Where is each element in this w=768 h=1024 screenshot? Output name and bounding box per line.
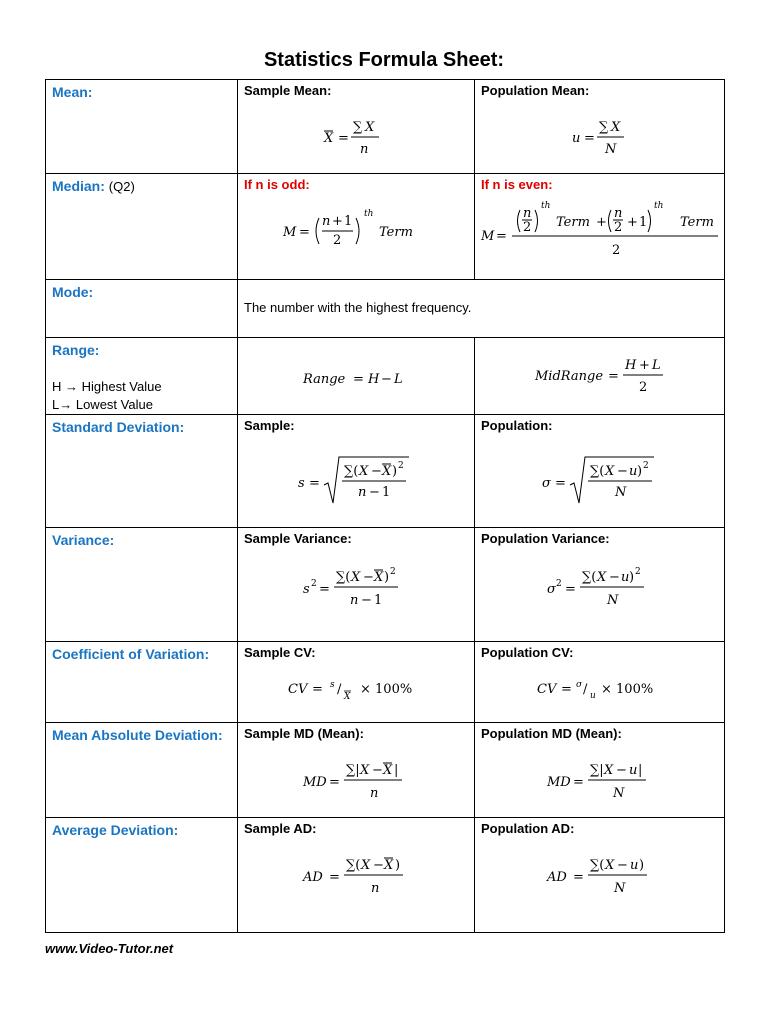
- row-mean: [46, 80, 725, 174]
- svg-text:−: −: [381, 372, 392, 387]
- svg-text:=: =: [329, 870, 340, 885]
- svg-text:X: X: [324, 131, 334, 146]
- svg-text:=: =: [319, 582, 330, 597]
- svg-text:X: X: [604, 858, 614, 873]
- ad-label-cell: [46, 818, 238, 933]
- svg-text:n: n: [522, 206, 531, 221]
- svg-text:+: +: [626, 215, 638, 230]
- svg-text:|: |: [394, 763, 399, 778]
- formula-table: [45, 79, 725, 933]
- svg-text:N: N: [612, 786, 624, 801]
- svg-text:2: 2: [398, 461, 404, 471]
- svg-text:−: −: [608, 570, 620, 585]
- website-footer: www.Video-Tutor.net: [45, 941, 174, 956]
- svg-text:∑(: ∑(: [336, 570, 351, 585]
- svg-text:CV: CV: [288, 682, 308, 697]
- sample-std-heading: Sample:: [244, 418, 295, 433]
- svg-text:): ): [638, 858, 644, 873]
- population-cv-heading: Population CV:: [481, 645, 574, 660]
- svg-text:∑|: ∑|: [589, 763, 604, 778]
- svg-text:): ): [384, 570, 390, 585]
- sample-mad-cell: [238, 723, 475, 818]
- svg-text:=: =: [495, 229, 507, 244]
- svg-text:+: +: [332, 214, 343, 229]
- population-variance-heading: Population Variance:: [481, 531, 610, 546]
- svg-text:|: |: [637, 763, 642, 778]
- sample-mad-formula: [238, 759, 474, 808]
- svg-text:u: u: [628, 763, 637, 778]
- population-ad-formula: [475, 854, 724, 903]
- svg-text:n: n: [360, 142, 369, 157]
- svg-text:∑: ∑: [598, 120, 608, 135]
- median-even-heading: If n is even:: [481, 177, 553, 192]
- svg-text:th: th: [364, 209, 374, 219]
- median-label-text: Median:: [52, 178, 105, 194]
- row-mean-absolute-deviation: [46, 723, 725, 818]
- svg-text:u: u: [628, 464, 637, 479]
- svg-text:=: =: [353, 372, 364, 387]
- row-range: [46, 338, 725, 415]
- median-odd-heading: If n is odd:: [244, 177, 310, 192]
- sample-mean-formula: [238, 116, 474, 163]
- svg-text:MidRange: MidRange: [534, 369, 603, 384]
- variance-label: Variance:: [52, 532, 115, 548]
- sample-std-cell: [238, 415, 475, 528]
- svg-text:2: 2: [522, 220, 531, 235]
- svg-text:u: u: [589, 691, 596, 701]
- population-std-heading: Population:: [481, 418, 553, 433]
- svg-text:MD: MD: [303, 775, 327, 790]
- page-title: Statistics Formula Sheet:: [263, 49, 505, 71]
- svg-text:∑(: ∑(: [344, 464, 359, 479]
- svg-text:1: 1: [382, 485, 391, 500]
- svg-text:n: n: [613, 206, 622, 221]
- svg-text:2: 2: [311, 579, 317, 589]
- median-label: [46, 174, 237, 197]
- svg-text:∑(: ∑(: [589, 858, 604, 873]
- row-mode: [46, 280, 725, 338]
- median-note: (Q2): [108, 179, 135, 194]
- svg-text:s: s: [298, 476, 305, 491]
- svg-text:2: 2: [634, 567, 641, 577]
- svg-text:X: X: [610, 120, 620, 135]
- svg-text:u: u: [629, 858, 638, 873]
- svg-text:MD: MD: [546, 775, 571, 790]
- svg-text:2: 2: [333, 233, 342, 248]
- ad-label: Average Deviation:: [52, 822, 179, 838]
- svg-text:n: n: [350, 593, 359, 608]
- std-label-cell: [46, 415, 238, 528]
- svg-text:H: H: [624, 358, 636, 373]
- mode-label: Mode:: [52, 284, 94, 300]
- svg-text:σ: σ: [546, 582, 556, 597]
- svg-text:N: N: [606, 593, 618, 608]
- population-mad-cell: [475, 723, 725, 818]
- svg-text:=: =: [309, 476, 320, 491]
- population-variance-formula: [475, 566, 724, 615]
- svg-text:AD: AD: [546, 870, 567, 885]
- row-variance: [46, 528, 725, 642]
- svg-text:Term: Term: [555, 215, 590, 230]
- std-label: Standard Deviation:: [52, 419, 185, 435]
- svg-text:∑|: ∑|: [346, 763, 360, 778]
- mode-description: The number with the highest frequency.: [244, 300, 472, 315]
- svg-text:X: X: [383, 763, 393, 778]
- svg-text:2: 2: [613, 220, 622, 235]
- svg-text:X: X: [351, 570, 361, 585]
- svg-text:=: =: [299, 225, 310, 240]
- svg-text:∑(: ∑(: [581, 570, 596, 585]
- svg-text:1: 1: [344, 214, 353, 229]
- range-formula-cell: [238, 338, 475, 415]
- svg-text:× 100%: × 100%: [360, 682, 413, 697]
- svg-text:σ: σ: [575, 680, 582, 690]
- median-even-cell: [475, 174, 725, 280]
- svg-text:X: X: [359, 464, 369, 479]
- population-variance-cell: [475, 528, 725, 642]
- svg-text:u: u: [620, 570, 629, 585]
- svg-text:−: −: [373, 858, 384, 873]
- svg-text:∑(: ∑(: [346, 858, 361, 873]
- population-std-formula: [475, 451, 724, 512]
- svg-text:u: u: [571, 131, 580, 146]
- svg-text:H: H: [368, 372, 380, 387]
- population-cv-formula: [475, 676, 724, 707]
- svg-text:× 100%: × 100%: [600, 682, 653, 697]
- population-mean-heading: Population Mean:: [481, 83, 590, 98]
- mean-label-cell: [46, 80, 238, 174]
- svg-text:Range: Range: [303, 372, 346, 387]
- svg-text:X: X: [382, 464, 392, 479]
- sample-mad-heading: Sample MD (Mean):: [244, 726, 364, 741]
- svg-text:X: X: [596, 570, 606, 585]
- svg-text:∑(: ∑(: [589, 464, 604, 479]
- svg-text:L: L: [394, 372, 403, 387]
- svg-text:1: 1: [374, 593, 383, 608]
- svg-text:N: N: [604, 142, 616, 157]
- sample-cv-formula: [238, 676, 474, 707]
- svg-text:=: =: [312, 682, 323, 697]
- svg-text:M: M: [283, 225, 297, 240]
- sample-ad-formula: [238, 854, 474, 903]
- median-odd-cell: [238, 174, 475, 280]
- svg-text:X: X: [360, 763, 370, 778]
- svg-text:X: X: [384, 858, 394, 873]
- svg-text:−: −: [372, 763, 383, 778]
- svg-text:2: 2: [611, 243, 620, 258]
- mode-description-cell: [238, 280, 725, 338]
- population-std-cell: [475, 415, 725, 528]
- range-formula: [238, 368, 474, 391]
- svg-text:M: M: [480, 229, 494, 244]
- svg-text:+: +: [638, 358, 650, 373]
- svg-text:=: =: [560, 682, 572, 697]
- svg-text:n: n: [370, 786, 379, 801]
- svg-text:=: =: [554, 476, 566, 491]
- svg-text:−: −: [369, 485, 380, 500]
- svg-text:X: X: [374, 570, 384, 585]
- svg-text:): ): [628, 570, 634, 585]
- svg-text:N: N: [614, 485, 626, 500]
- svg-text:+: +: [595, 215, 607, 230]
- svg-text:=: =: [338, 131, 349, 146]
- sample-cv-heading: Sample CV:: [244, 645, 316, 660]
- svg-text:−: −: [616, 464, 628, 479]
- svg-text:−: −: [371, 464, 382, 479]
- sample-mean-cell: [238, 80, 475, 174]
- svg-text:=: =: [572, 775, 584, 790]
- median-even-formula: [475, 196, 724, 265]
- svg-text:th: th: [653, 201, 663, 211]
- sample-ad-cell: [238, 818, 475, 933]
- svg-text:s: s: [330, 680, 335, 690]
- svg-text:=: =: [583, 131, 595, 146]
- sample-cv-cell: [238, 642, 475, 723]
- svg-text:σ: σ: [541, 476, 551, 491]
- row-coefficient-of-variation: [46, 642, 725, 723]
- svg-text:n: n: [371, 881, 380, 896]
- svg-text:Term: Term: [379, 225, 413, 240]
- sample-variance-formula: [238, 566, 474, 615]
- svg-text:th: th: [540, 201, 550, 211]
- svg-text:Term: Term: [679, 215, 714, 230]
- sample-variance-heading: Sample Variance:: [244, 531, 352, 546]
- mean-label: Mean:: [52, 84, 93, 100]
- population-ad-heading: Population AD:: [481, 821, 575, 836]
- variance-label-cell: [46, 528, 238, 642]
- svg-text:AD: AD: [303, 870, 323, 885]
- range-label-cell: [46, 338, 238, 415]
- svg-text:X: X: [344, 692, 351, 702]
- svg-text:): ): [636, 464, 642, 479]
- svg-text:2: 2: [642, 461, 649, 471]
- population-mean-cell: [475, 80, 725, 174]
- svg-text:=: =: [607, 369, 619, 384]
- svg-text:/: /: [582, 682, 587, 697]
- svg-text:X: X: [603, 763, 613, 778]
- mad-label-cell: [46, 723, 238, 818]
- population-cv-cell: [475, 642, 725, 723]
- svg-text:n: n: [358, 485, 367, 500]
- median-odd-formula: [238, 204, 474, 259]
- svg-text:n: n: [322, 214, 331, 229]
- svg-text:CV: CV: [536, 682, 556, 697]
- svg-text:−: −: [616, 858, 628, 873]
- median-label-cell: [46, 174, 238, 280]
- svg-text:N: N: [613, 881, 625, 896]
- svg-text:=: =: [329, 775, 340, 790]
- population-mad-formula: [475, 759, 724, 808]
- svg-text:X: X: [604, 464, 614, 479]
- svg-text:2: 2: [555, 579, 562, 589]
- range-h-definition: H → Highest Value: [52, 379, 162, 394]
- svg-text:X: X: [361, 858, 371, 873]
- sample-ad-heading: Sample AD:: [244, 821, 317, 836]
- population-mad-heading: Population MD (Mean):: [481, 726, 622, 741]
- svg-text:1: 1: [638, 215, 647, 230]
- row-average-deviation: [46, 818, 725, 933]
- svg-text:∑: ∑: [353, 120, 363, 135]
- range-label: Range:: [52, 342, 100, 358]
- svg-text:X: X: [365, 120, 375, 135]
- svg-text:−: −: [615, 763, 627, 778]
- svg-text:L: L: [651, 358, 661, 373]
- svg-text:2: 2: [638, 380, 647, 395]
- sample-std-formula: [238, 451, 474, 512]
- mad-label: Mean Absolute Deviation:: [52, 727, 223, 743]
- range-l-definition: L→ Lowest Value: [52, 397, 153, 412]
- sample-mean-heading: Sample Mean:: [244, 83, 332, 98]
- sample-variance-cell: [238, 528, 475, 642]
- svg-text:s: s: [303, 582, 310, 597]
- cv-label-cell: [46, 642, 238, 723]
- midrange-formula: [475, 354, 724, 401]
- svg-text:=: =: [572, 870, 584, 885]
- svg-text:−: −: [361, 593, 372, 608]
- svg-text:/: /: [337, 682, 342, 697]
- midrange-formula-cell: [475, 338, 725, 415]
- svg-text:): ): [395, 858, 401, 873]
- row-standard-deviation: [46, 415, 725, 528]
- population-mean-formula: [475, 116, 724, 163]
- svg-text:): ): [392, 464, 398, 479]
- population-ad-cell: [475, 818, 725, 933]
- svg-text:=: =: [564, 582, 576, 597]
- svg-text:2: 2: [390, 567, 396, 577]
- row-median: [46, 174, 725, 280]
- cv-label: Coefficient of Variation:: [52, 646, 210, 662]
- mode-label-cell: [46, 280, 238, 338]
- svg-text:−: −: [363, 570, 374, 585]
